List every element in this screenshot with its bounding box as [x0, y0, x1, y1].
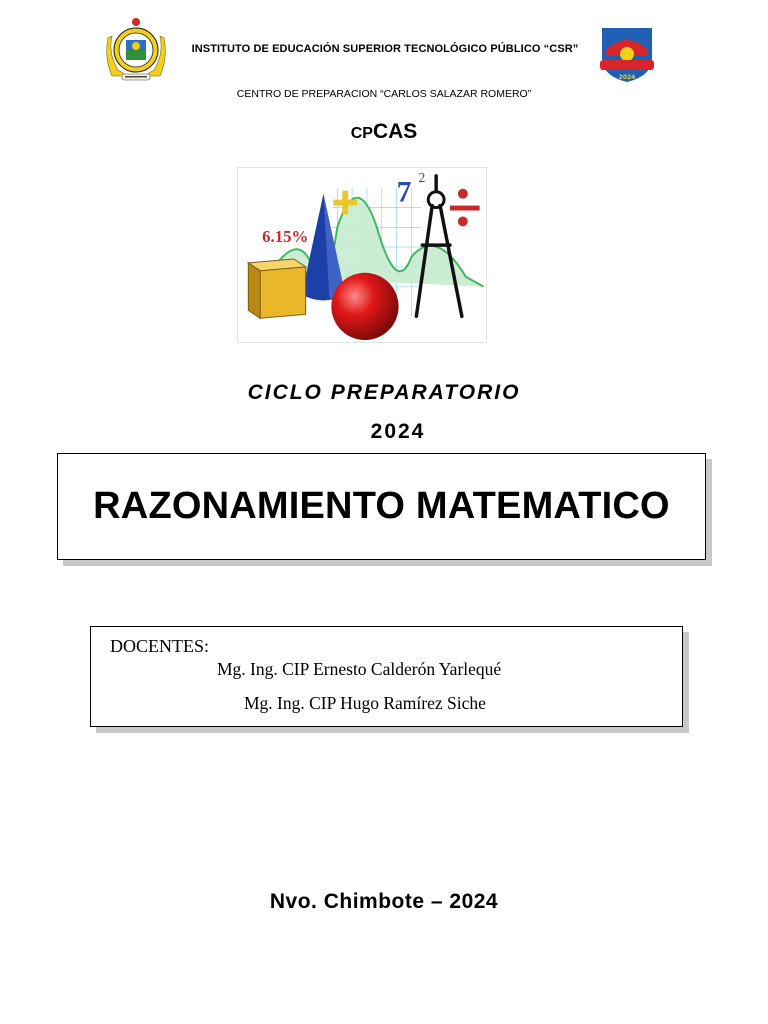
teacher-name: Mg. Ing. CIP Ernesto Calderón Yarlequé — [217, 659, 502, 679]
teacher-name: Mg. Ing. CIP Hugo Ramírez Siche — [244, 693, 486, 713]
power-exponent: 2 — [418, 169, 426, 185]
power-base: 7 — [396, 176, 412, 209]
percent-label: 6.15% — [262, 227, 309, 247]
institute-crest-icon — [104, 14, 168, 86]
acronym — [0, 120, 768, 144]
cycle-year: 2024 — [370, 420, 426, 443]
teachers-label: DOCENTES: — [110, 636, 209, 656]
course-title-box — [57, 453, 706, 560]
school-badge-icon — [596, 24, 658, 84]
teachers-box — [90, 626, 683, 727]
institution-title: INSTITUTO DE EDUCACIÓN SUPERIOR TECNOLÓGICO PÚBLICO “CSR” — [191, 43, 579, 55]
acronym-prefix: CP — [350, 125, 373, 142]
cycle-label: CICLO PREPARATORIO — [247, 381, 521, 404]
math-shapes-illustration — [237, 167, 487, 343]
place-date: Nvo. Chimbote – 2024 — [269, 890, 499, 913]
acronym-suffix: CAS — [372, 120, 418, 143]
badge-year: 2024 — [618, 74, 636, 81]
center-name: CENTRO DE PREPARACION “CARLOS SALAZAR ROMERO” — [236, 88, 532, 100]
course-title: RAZONAMIENTO MATEMATICO — [93, 485, 670, 527]
